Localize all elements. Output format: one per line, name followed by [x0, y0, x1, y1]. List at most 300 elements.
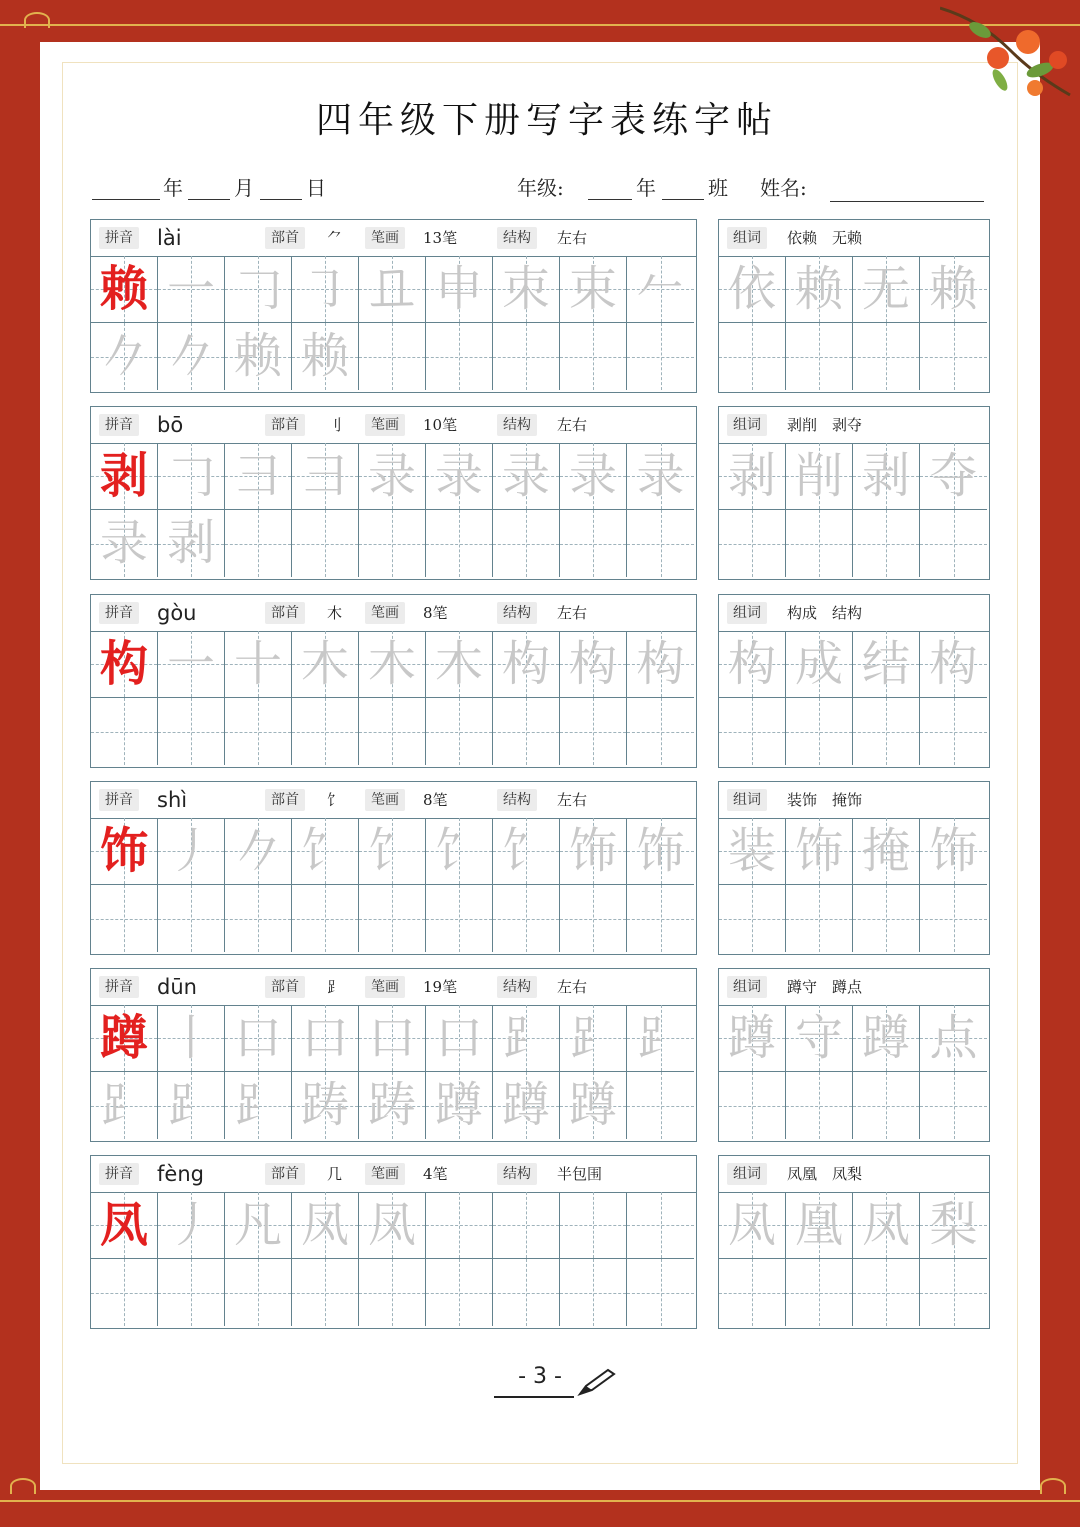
grid-guide-vertical: [392, 510, 393, 577]
model-character: 蹲: [99, 1010, 148, 1066]
practice-cell[interactable]: [225, 443, 292, 510]
trace-character: 录: [434, 448, 483, 504]
word-info-header: [719, 782, 989, 819]
grid-guide-vertical: [752, 510, 753, 577]
practice-cell[interactable]: [426, 1259, 493, 1326]
word-cell[interactable]: [786, 885, 853, 952]
practice-cell[interactable]: [627, 1259, 694, 1326]
character-info-header: [91, 220, 696, 257]
practice-cell[interactable]: [359, 698, 426, 765]
practice-cell[interactable]: [158, 885, 225, 952]
grid-guide-vertical: [752, 323, 753, 390]
word-cell[interactable]: [853, 1192, 920, 1259]
word-cell[interactable]: [719, 1192, 786, 1259]
grid-guide-vertical: [325, 698, 326, 765]
grade-blank[interactable]: [588, 198, 632, 200]
word-cell[interactable]: [853, 1005, 920, 1072]
grid-guide-vertical: [124, 1259, 125, 1326]
practice-cell[interactable]: [560, 885, 627, 952]
word-cell[interactable]: [920, 818, 987, 885]
trace-character: ⻊: [501, 1010, 550, 1066]
word-cell[interactable]: [920, 510, 987, 577]
practice-cell[interactable]: [627, 631, 694, 698]
practice-cell[interactable]: [158, 631, 225, 698]
grid-guide-vertical: [392, 885, 393, 952]
word-cell[interactable]: [786, 256, 853, 323]
radical-tag: 部首: [265, 1163, 305, 1185]
words-value: 凤凰 凤梨: [787, 1165, 863, 1183]
grid-guide-vertical: [661, 1192, 662, 1258]
practice-cell[interactable]: [426, 631, 493, 698]
character-practice-block: [90, 594, 697, 768]
practice-cell[interactable]: [627, 885, 694, 952]
practice-cell[interactable]: [627, 443, 694, 510]
word-cell[interactable]: [920, 1072, 987, 1139]
practice-cell[interactable]: [292, 510, 359, 577]
grid-guide-vertical: [661, 510, 662, 577]
grid-guide-vertical: [886, 510, 887, 577]
practice-cell[interactable]: [158, 1072, 225, 1139]
trace-character: 蹲: [727, 1010, 776, 1066]
word-cell[interactable]: [786, 1072, 853, 1139]
practice-cell[interactable]: [292, 1192, 359, 1259]
trace-character: ⻊: [166, 1077, 215, 1133]
practice-cell[interactable]: [158, 1192, 225, 1259]
month-blank[interactable]: [188, 198, 230, 200]
year-blank[interactable]: [92, 198, 160, 200]
word-info-header: [719, 969, 989, 1006]
strokes-tag: 笔画: [365, 1163, 405, 1185]
grid-guide-vertical: [526, 1259, 527, 1326]
practice-cell[interactable]: [426, 1005, 493, 1072]
practice-cell[interactable]: [426, 510, 493, 577]
practice-cell[interactable]: [91, 510, 158, 577]
word-cell[interactable]: [719, 443, 786, 510]
grid-guide-vertical: [392, 698, 393, 765]
month-label: 月: [234, 176, 254, 200]
practice-cell[interactable]: [627, 818, 694, 885]
practice-cell[interactable]: [493, 443, 560, 510]
practice-cell[interactable]: [493, 698, 560, 765]
practice-cell[interactable]: [292, 443, 359, 510]
practice-cell[interactable]: [560, 443, 627, 510]
practice-cell[interactable]: [560, 818, 627, 885]
word-cell[interactable]: [853, 1072, 920, 1139]
pinyin-tag: 拼音: [99, 414, 139, 436]
practice-cell[interactable]: [292, 818, 359, 885]
grid-guide-vertical: [752, 1072, 753, 1139]
practice-cell[interactable]: [359, 443, 426, 510]
trace-character: 梨: [929, 1197, 978, 1253]
class-blank[interactable]: [662, 198, 704, 200]
pinyin-value: shì: [157, 788, 188, 812]
character-info-header: [91, 782, 696, 819]
practice-cell[interactable]: [91, 1072, 158, 1139]
trace-character: 木: [300, 636, 349, 692]
practice-cell[interactable]: [359, 256, 426, 323]
word-cell[interactable]: [853, 631, 920, 698]
model-cell[interactable]: [91, 443, 158, 510]
words-tag: 组词: [727, 1163, 767, 1185]
grid-guide-vertical: [593, 698, 594, 765]
practice-cell[interactable]: [627, 323, 694, 390]
grid-guide-vertical: [954, 1259, 955, 1326]
trace-character: 丿: [166, 823, 215, 879]
grid-guide-vertical: [526, 510, 527, 577]
grid-guide-vertical: [191, 885, 192, 952]
trace-character: 赖: [300, 328, 349, 384]
practice-cell[interactable]: [359, 631, 426, 698]
word-cell[interactable]: [719, 1259, 786, 1326]
pinyin-tag: 拼音: [99, 1163, 139, 1185]
trace-character: 凤: [861, 1197, 910, 1253]
trace-character: 丨: [166, 1010, 215, 1066]
word-cell[interactable]: [719, 1072, 786, 1139]
practice-cell[interactable]: [225, 1192, 292, 1259]
grid-guide-vertical: [459, 1259, 460, 1326]
trace-character: 𠂉: [636, 261, 685, 317]
radical-value: 饣: [327, 791, 343, 809]
trace-character: 𠂊: [233, 823, 282, 879]
grid-guide-vertical: [954, 323, 955, 390]
practice-cell[interactable]: [493, 631, 560, 698]
word-cell[interactable]: [786, 1192, 853, 1259]
word-cell[interactable]: [920, 1259, 987, 1326]
practice-cell[interactable]: [359, 885, 426, 952]
practice-cell[interactable]: [225, 256, 292, 323]
grid-guide-vertical: [886, 1072, 887, 1139]
pinyin-tag: 拼音: [99, 976, 139, 998]
trace-character: 饣: [300, 823, 349, 879]
radical-value: 几: [327, 1165, 343, 1183]
practice-cell[interactable]: [359, 1259, 426, 1326]
grid-guide-vertical: [954, 698, 955, 765]
practice-cell[interactable]: [493, 323, 560, 390]
grid-guide-vertical: [325, 885, 326, 952]
word-cell[interactable]: [920, 443, 987, 510]
word-cell[interactable]: [853, 510, 920, 577]
grid-guide-vertical: [191, 1259, 192, 1326]
trace-character: 点: [929, 1010, 978, 1066]
practice-cell[interactable]: [225, 1072, 292, 1139]
practice-cell[interactable]: [292, 631, 359, 698]
word-cell[interactable]: [853, 885, 920, 952]
practice-cell[interactable]: [91, 323, 158, 390]
practice-cell[interactable]: [158, 1259, 225, 1326]
trace-character: 赖: [233, 328, 282, 384]
word-cell[interactable]: [920, 256, 987, 323]
pinyin-value: gòu: [157, 601, 197, 625]
word-cell[interactable]: [920, 323, 987, 390]
trace-character: 蹲: [861, 1010, 910, 1066]
word-info-header: [719, 407, 989, 444]
page-title: 四年级下册写字表练字帖: [315, 100, 778, 141]
practice-cell[interactable]: [158, 256, 225, 323]
practice-cell[interactable]: [292, 698, 359, 765]
model-cell[interactable]: [91, 1192, 158, 1259]
trace-character: 木: [434, 636, 483, 692]
practice-cell[interactable]: [560, 256, 627, 323]
practice-cell[interactable]: [292, 256, 359, 323]
grid-guide-vertical: [459, 698, 460, 765]
practice-cell[interactable]: [493, 510, 560, 577]
practice-cell[interactable]: [225, 885, 292, 952]
practice-cell[interactable]: [225, 1259, 292, 1326]
practice-cell[interactable]: [426, 1192, 493, 1259]
grid-guide-vertical: [258, 885, 259, 952]
practice-cell[interactable]: [493, 1192, 560, 1259]
word-cell[interactable]: [786, 510, 853, 577]
practice-cell[interactable]: [426, 818, 493, 885]
practice-cell[interactable]: [493, 1072, 560, 1139]
grid-guide-vertical: [191, 698, 192, 765]
practice-cell[interactable]: [426, 443, 493, 510]
practice-cell[interactable]: [91, 1259, 158, 1326]
grid-guide-vertical: [124, 885, 125, 952]
practice-cell[interactable]: [292, 1259, 359, 1326]
practice-cell[interactable]: [627, 1192, 694, 1259]
practice-cell[interactable]: [560, 510, 627, 577]
word-cell[interactable]: [719, 698, 786, 765]
word-cell[interactable]: [920, 631, 987, 698]
practice-cell[interactable]: [560, 323, 627, 390]
practice-cell[interactable]: [91, 885, 158, 952]
grid-guide-vertical: [593, 1259, 594, 1326]
grade-label: 年级:: [517, 176, 564, 200]
trace-character: 束: [568, 261, 617, 317]
trace-character: 彐: [300, 448, 349, 504]
grid-guide-vertical: [526, 698, 527, 765]
strokes-tag: 笔画: [365, 976, 405, 998]
practice-cell[interactable]: [426, 323, 493, 390]
grid-guide-vertical: [886, 1259, 887, 1326]
practice-cell[interactable]: [359, 510, 426, 577]
practice-cell[interactable]: [359, 1192, 426, 1259]
trace-character: 𠃌: [233, 261, 282, 317]
character-practice-block: [90, 781, 697, 955]
trace-character: 饰: [929, 823, 978, 879]
radical-tag: 部首: [265, 602, 305, 624]
trace-character: 守: [794, 1010, 843, 1066]
word-cell[interactable]: [786, 1005, 853, 1072]
model-cell[interactable]: [91, 818, 158, 885]
word-info-header: [719, 220, 989, 257]
practice-cell[interactable]: [91, 698, 158, 765]
practice-cell[interactable]: [627, 698, 694, 765]
practice-cell[interactable]: [158, 1005, 225, 1072]
word-cell[interactable]: [786, 1259, 853, 1326]
grid-guide-vertical: [819, 698, 820, 765]
trace-character: 踌: [300, 1077, 349, 1133]
word-practice-block: [718, 1155, 990, 1329]
word-cell[interactable]: [786, 323, 853, 390]
trace-character: 彐: [233, 448, 282, 504]
trace-character: 构: [501, 636, 550, 692]
word-cell[interactable]: [719, 818, 786, 885]
practice-cell[interactable]: [292, 885, 359, 952]
practice-cell[interactable]: [359, 1072, 426, 1139]
word-cell[interactable]: [719, 631, 786, 698]
practice-cell[interactable]: [560, 1259, 627, 1326]
word-cell[interactable]: [853, 698, 920, 765]
practice-cell[interactable]: [493, 1005, 560, 1072]
word-cell[interactable]: [786, 818, 853, 885]
trace-character: 𠂊: [99, 328, 148, 384]
word-info-header: [719, 595, 989, 632]
trace-character: 掩: [861, 823, 910, 879]
practice-cell[interactable]: [158, 510, 225, 577]
words-value: 装饰 掩饰: [787, 791, 863, 809]
practice-cell[interactable]: [225, 510, 292, 577]
practice-cell[interactable]: [627, 1005, 694, 1072]
grid-guide-vertical: [392, 1259, 393, 1326]
practice-cell[interactable]: [225, 631, 292, 698]
word-practice-block: [718, 219, 990, 393]
word-cell[interactable]: [719, 885, 786, 952]
grid-guide-vertical: [752, 698, 753, 765]
word-cell[interactable]: [719, 256, 786, 323]
practice-cell[interactable]: [426, 256, 493, 323]
structure-value: 左右: [557, 791, 588, 809]
practice-cell[interactable]: [225, 818, 292, 885]
practice-cell[interactable]: [560, 631, 627, 698]
page-number: - 3 -: [518, 1364, 562, 1389]
word-cell[interactable]: [853, 818, 920, 885]
trace-character: 构: [636, 636, 685, 692]
trace-character: 无: [861, 261, 910, 317]
practice-cell[interactable]: [627, 1072, 694, 1139]
model-cell[interactable]: [91, 1005, 158, 1072]
trace-character: 一: [166, 261, 215, 317]
practice-cell[interactable]: [627, 510, 694, 577]
word-cell[interactable]: [719, 510, 786, 577]
practice-cell[interactable]: [493, 1259, 560, 1326]
word-cell[interactable]: [853, 256, 920, 323]
character-info-header: [91, 407, 696, 444]
radical-tag: 部首: [265, 227, 305, 249]
grid-guide-vertical: [258, 1259, 259, 1326]
grid-guide-vertical: [459, 885, 460, 952]
practice-cell[interactable]: [359, 1005, 426, 1072]
word-cell[interactable]: [920, 885, 987, 952]
practice-cell[interactable]: [292, 1005, 359, 1072]
structure-value: 左右: [557, 416, 588, 434]
practice-cell[interactable]: [359, 323, 426, 390]
trace-character: 口: [367, 1010, 416, 1066]
trace-character: 结: [861, 636, 910, 692]
corner-ornament-top-left: [24, 12, 50, 28]
practice-cell[interactable]: [493, 256, 560, 323]
model-character: 构: [99, 636, 148, 692]
grid-guide-vertical: [124, 698, 125, 765]
words-tag: 组词: [727, 414, 767, 436]
word-cell[interactable]: [853, 323, 920, 390]
structure-tag: 结构: [497, 1163, 537, 1185]
grid-guide-vertical: [954, 885, 955, 952]
word-cell[interactable]: [719, 323, 786, 390]
structure-value: 半包围: [557, 1165, 603, 1183]
grid-guide-vertical: [593, 885, 594, 952]
pinyin-value: fèng: [157, 1162, 204, 1186]
word-cell[interactable]: [853, 443, 920, 510]
practice-cell[interactable]: [158, 818, 225, 885]
practice-cell[interactable]: [292, 323, 359, 390]
word-cell[interactable]: [853, 1259, 920, 1326]
practice-cell[interactable]: [426, 1072, 493, 1139]
practice-cell[interactable]: [225, 698, 292, 765]
trace-character: 朿: [501, 261, 550, 317]
trace-character: ⻊: [233, 1077, 282, 1133]
model-cell[interactable]: [91, 631, 158, 698]
corner-ornament-bottom-left: [10, 1478, 36, 1494]
practice-cell[interactable]: [426, 698, 493, 765]
trace-character: 凤: [727, 1197, 776, 1253]
trace-character: 饰: [568, 823, 617, 879]
class-label: 班: [708, 176, 728, 200]
top-gold-border: [0, 24, 1080, 26]
structure-tag: 结构: [497, 414, 537, 436]
practice-cell[interactable]: [158, 323, 225, 390]
word-cell[interactable]: [920, 698, 987, 765]
practice-cell[interactable]: [560, 1005, 627, 1072]
trace-character: 饣: [434, 823, 483, 879]
practice-cell[interactable]: [426, 885, 493, 952]
name-blank[interactable]: [830, 200, 984, 202]
word-cell[interactable]: [920, 1192, 987, 1259]
words-value: 剥削 剥夺: [787, 416, 863, 434]
structure-tag: 结构: [497, 976, 537, 998]
practice-cell[interactable]: [225, 323, 292, 390]
trace-character: 饣: [501, 823, 550, 879]
day-blank[interactable]: [260, 198, 302, 200]
practice-cell[interactable]: [292, 1072, 359, 1139]
trace-character: 装: [727, 823, 776, 879]
model-character: 饰: [99, 823, 148, 879]
word-cell[interactable]: [786, 698, 853, 765]
model-cell[interactable]: [91, 256, 158, 323]
structure-tag: 结构: [497, 789, 537, 811]
practice-cell[interactable]: [560, 1192, 627, 1259]
word-cell[interactable]: [786, 631, 853, 698]
practice-cell[interactable]: [560, 698, 627, 765]
trace-character: 凤: [367, 1197, 416, 1253]
word-cell[interactable]: [920, 1005, 987, 1072]
word-practice-block: [718, 406, 990, 580]
grid-guide-vertical: [593, 1192, 594, 1258]
trace-character: 录: [636, 448, 685, 504]
practice-cell[interactable]: [493, 885, 560, 952]
grid-guide-vertical: [459, 1192, 460, 1258]
character-practice-block: [90, 1155, 697, 1329]
trace-character: 𠀃: [367, 261, 416, 317]
practice-cell[interactable]: [225, 1005, 292, 1072]
practice-cell[interactable]: [158, 443, 225, 510]
grid-guide-vertical: [954, 510, 955, 577]
practice-cell[interactable]: [627, 256, 694, 323]
practice-cell[interactable]: [158, 698, 225, 765]
word-cell[interactable]: [786, 443, 853, 510]
model-character: 赖: [99, 261, 148, 317]
word-cell[interactable]: [719, 1005, 786, 1072]
practice-cell[interactable]: [560, 1072, 627, 1139]
grid-guide-vertical: [593, 510, 594, 577]
practice-cell[interactable]: [493, 818, 560, 885]
strokes-tag: 笔画: [365, 414, 405, 436]
grid-guide-vertical: [325, 1259, 326, 1326]
trace-character: ⻊: [636, 1010, 685, 1066]
strokes-value: 19笔: [423, 978, 458, 996]
practice-cell[interactable]: [359, 818, 426, 885]
